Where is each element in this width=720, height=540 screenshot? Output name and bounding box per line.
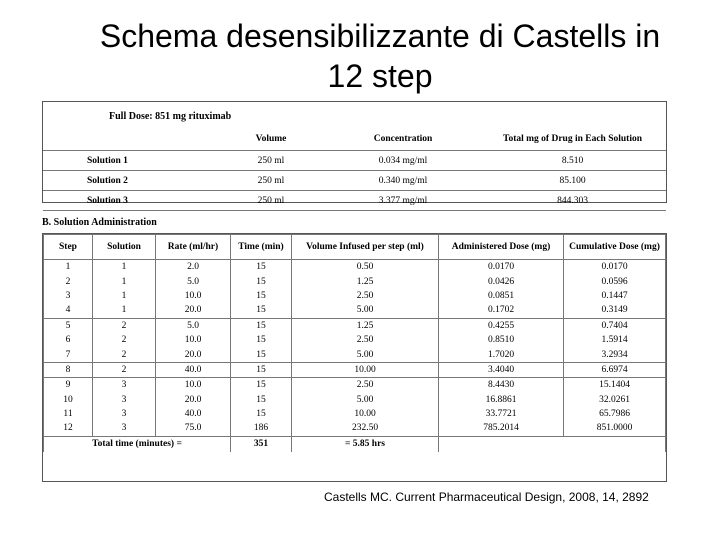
- table-row: [43, 191, 666, 211]
- table-cell: 1: [44, 260, 93, 275]
- slide-title-line-2: 12 step: [327, 58, 433, 94]
- table-cell: 5.00: [292, 393, 439, 407]
- table-cell: 3: [93, 393, 156, 407]
- table-header-row: [44, 235, 666, 260]
- full-dose-line: Full Dose: 851 mg rituximab: [109, 111, 232, 122]
- table-cell: 10.0: [156, 378, 231, 393]
- solution-administration-section: [42, 233, 667, 482]
- table-cell: 0.0426: [439, 274, 564, 288]
- table-row: [44, 333, 666, 347]
- table-cell: 15: [231, 393, 292, 407]
- table-row: [44, 289, 666, 303]
- table-cell: 3: [93, 421, 156, 436]
- table-cell: 1.5914: [564, 333, 666, 347]
- table-cell: 15: [231, 347, 292, 362]
- table-cell: 5.0: [156, 318, 231, 333]
- table-cell: 11: [44, 407, 93, 421]
- column-header: Volume: [215, 128, 327, 151]
- column-header: Volume Infused per step (ml): [292, 235, 439, 260]
- table-cell: 5.00: [292, 303, 439, 318]
- table-row: [44, 378, 666, 393]
- table-cell: 0.034 mg/ml: [327, 151, 479, 171]
- table-cell: 250 ml: [215, 171, 327, 191]
- table-row: [44, 421, 666, 436]
- table-cell: 15: [231, 333, 292, 347]
- table-cell: 0.8510: [439, 333, 564, 347]
- column-header: Cumulative Dose (mg): [564, 235, 666, 260]
- table-cell: 2.50: [292, 378, 439, 393]
- solution-preparation-section: [42, 101, 667, 206]
- table-cell: 0.0851: [439, 289, 564, 303]
- table-cell: 8: [44, 362, 93, 377]
- table-row: [44, 347, 666, 362]
- total-time-label: Total time (minutes) =: [44, 436, 231, 452]
- table-cell: 1.7020: [439, 347, 564, 362]
- table-cell: Solution 3: [43, 191, 215, 211]
- table-cell: 1: [93, 289, 156, 303]
- table-cell: 1.25: [292, 318, 439, 333]
- column-header: [43, 128, 215, 151]
- table-cell: 2: [93, 347, 156, 362]
- column-header: Time (min): [231, 235, 292, 260]
- table-cell: 2: [93, 318, 156, 333]
- table-header-row: [43, 128, 666, 151]
- table-cell: 7: [44, 347, 93, 362]
- table-row: [44, 393, 666, 407]
- table-cell: 15.1404: [564, 378, 666, 393]
- table-cell: 1: [93, 260, 156, 275]
- table-cell: 2.50: [292, 289, 439, 303]
- table-cell: 65.7986: [564, 407, 666, 421]
- table-cell: 3.4040: [439, 362, 564, 377]
- table-cell: 0.0596: [564, 274, 666, 288]
- table-cell: 1: [93, 274, 156, 288]
- table-cell: 3: [93, 407, 156, 421]
- table-row: [44, 303, 666, 318]
- table-cell: 75.0: [156, 421, 231, 436]
- table-cell: 3: [44, 289, 93, 303]
- table-cell: 844.303: [479, 191, 666, 211]
- total-time-row: [44, 436, 666, 452]
- table-cell: 8.4430: [439, 378, 564, 393]
- table-cell: 15: [231, 378, 292, 393]
- table-cell: 40.0: [156, 362, 231, 377]
- total-time-hours: = 5.85 hrs: [292, 436, 439, 452]
- table-cell: 15: [231, 362, 292, 377]
- table-cell: 785.2014: [439, 421, 564, 436]
- table-cell: 15: [231, 260, 292, 275]
- table-cell: 9: [44, 378, 93, 393]
- slide-title: [40, 16, 720, 96]
- table-cell: 2: [93, 362, 156, 377]
- column-header: Administered Dose (mg): [439, 235, 564, 260]
- slide-title-line-1: Schema desensibilizzante di Castells in: [99, 18, 661, 54]
- table-cell: Solution 2: [43, 171, 215, 191]
- table-cell: 20.0: [156, 347, 231, 362]
- table-cell: 0.3149: [564, 303, 666, 318]
- table-cell: 5.0: [156, 274, 231, 288]
- table-cell: 0.4255: [439, 318, 564, 333]
- table-cell: 0.1702: [439, 303, 564, 318]
- table-cell: 20.0: [156, 393, 231, 407]
- table-cell: 32.0261: [564, 393, 666, 407]
- table-cell: 10: [44, 393, 93, 407]
- column-header: Rate (ml/hr): [156, 235, 231, 260]
- table-cell: 6.6974: [564, 362, 666, 377]
- table-cell: 0.0170: [439, 260, 564, 275]
- table-cell: 3: [93, 378, 156, 393]
- solution-preparation-table: [43, 128, 666, 211]
- table-cell: 33.7721: [439, 407, 564, 421]
- table-cell: 10.00: [292, 407, 439, 421]
- column-header: Step: [44, 235, 93, 260]
- table-cell: 2: [93, 333, 156, 347]
- table-row: [44, 362, 666, 377]
- table-row: [43, 171, 666, 191]
- table-cell: 15: [231, 303, 292, 318]
- table-cell: 250 ml: [215, 191, 327, 211]
- administration-table-body: [44, 260, 666, 452]
- table-cell: 2.0: [156, 260, 231, 275]
- table-cell: 1.25: [292, 274, 439, 288]
- column-header: Total mg of Drug in Each Solution: [479, 128, 666, 151]
- table-row: [44, 407, 666, 421]
- table-cell: 40.0: [156, 407, 231, 421]
- table-cell: 20.0: [156, 303, 231, 318]
- table-row: [43, 151, 666, 171]
- table-cell: 16.8861: [439, 393, 564, 407]
- table-cell: 250 ml: [215, 151, 327, 171]
- solution-administration-table: [43, 234, 666, 452]
- table-cell: 186: [231, 421, 292, 436]
- table-cell: 0.7404: [564, 318, 666, 333]
- table-cell: 8.510: [479, 151, 666, 171]
- table-cell: 5.00: [292, 347, 439, 362]
- table-cell: 2.50: [292, 333, 439, 347]
- table-cell: 0.50: [292, 260, 439, 275]
- table-cell: 15: [231, 318, 292, 333]
- total-time-minutes: 351: [231, 436, 292, 452]
- table-cell: 6: [44, 333, 93, 347]
- table-cell: 15: [231, 274, 292, 288]
- citation-caption: Castells MC. Current Pharmaceutical Design, 2008, 14, 2892: [324, 490, 649, 504]
- table-cell: 2: [44, 274, 93, 288]
- table-row: [44, 318, 666, 333]
- table-cell: 0.340 mg/ml: [327, 171, 479, 191]
- table-cell: 0.0170: [564, 260, 666, 275]
- table-cell: 12: [44, 421, 93, 436]
- table-cell: 232.50: [292, 421, 439, 436]
- protocol-table-image: [42, 101, 667, 482]
- column-header: Solution: [93, 235, 156, 260]
- column-header: Concentration: [327, 128, 479, 151]
- table-cell: 0.1447: [564, 289, 666, 303]
- table-cell: 3.2934: [564, 347, 666, 362]
- section-b-label: B. Solution Administration: [42, 217, 157, 228]
- table-cell: 15: [231, 289, 292, 303]
- total-empty-cell: [439, 436, 666, 452]
- table-cell: 15: [231, 407, 292, 421]
- table-row: [44, 260, 666, 275]
- table-cell: 10.0: [156, 333, 231, 347]
- table-row: [44, 274, 666, 288]
- table-cell: 5: [44, 318, 93, 333]
- table-cell: 85.100: [479, 171, 666, 191]
- table-cell: 4: [44, 303, 93, 318]
- table-cell: Solution 1: [43, 151, 215, 171]
- table-cell: 10.00: [292, 362, 439, 377]
- table-cell: 10.0: [156, 289, 231, 303]
- table-cell: 1: [93, 303, 156, 318]
- table-cell: 3.377 mg/ml: [327, 191, 479, 211]
- table-cell: 851.0000: [564, 421, 666, 436]
